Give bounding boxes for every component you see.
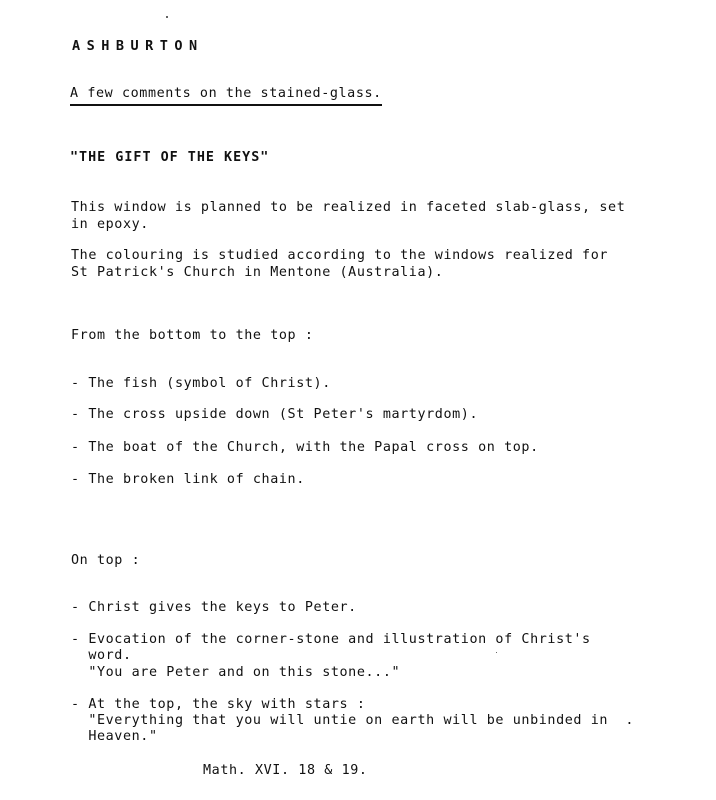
- scan-speck: [496, 652, 497, 653]
- intro-line-1: This window is planned to be realized in faceted slab-glass, set: [71, 200, 626, 215]
- list-item: - The broken link of chain.: [71, 472, 305, 487]
- intro-line-4: St Patrick's Church in Mentone (Australia).: [71, 265, 444, 280]
- intro-line-3: The colouring is studied according to the windows realized for: [71, 248, 609, 263]
- list-item-line: - Evocation of the corner-stone and illustration of Christ's: [71, 632, 591, 647]
- list-item: - Christ gives the keys to Peter.: [71, 600, 357, 615]
- window-title: "THE GIFT OF THE KEYS": [70, 150, 270, 165]
- list-item-line: "You are Peter and on this stone...": [71, 665, 401, 680]
- section-bottom-label: From the bottom to the top :: [71, 328, 314, 343]
- scripture-reference: Math. XVI. 18 & 19.: [203, 763, 368, 778]
- list-item-line: - At the top, the sky with stars :: [71, 697, 366, 712]
- section-top-label: On top :: [71, 553, 141, 568]
- scan-speck: [166, 16, 168, 18]
- list-item: - The fish (symbol of Christ).: [71, 376, 331, 391]
- list-item-line: word.: [71, 648, 132, 663]
- list-item: - The boat of the Church, with the Papal cross on top.: [71, 440, 539, 455]
- document-heading: ASHBURTON: [72, 38, 204, 54]
- list-item-line: "Everything that you will untie on earth will be unbinded in .: [71, 713, 635, 728]
- list-item: - The cross upside down (St Peter's martyrdom).: [71, 407, 479, 422]
- list-item-line: Heaven.": [71, 729, 158, 744]
- document-subtitle: A few comments on the stained-glass.: [70, 86, 382, 106]
- intro-line-2: in epoxy.: [71, 217, 149, 232]
